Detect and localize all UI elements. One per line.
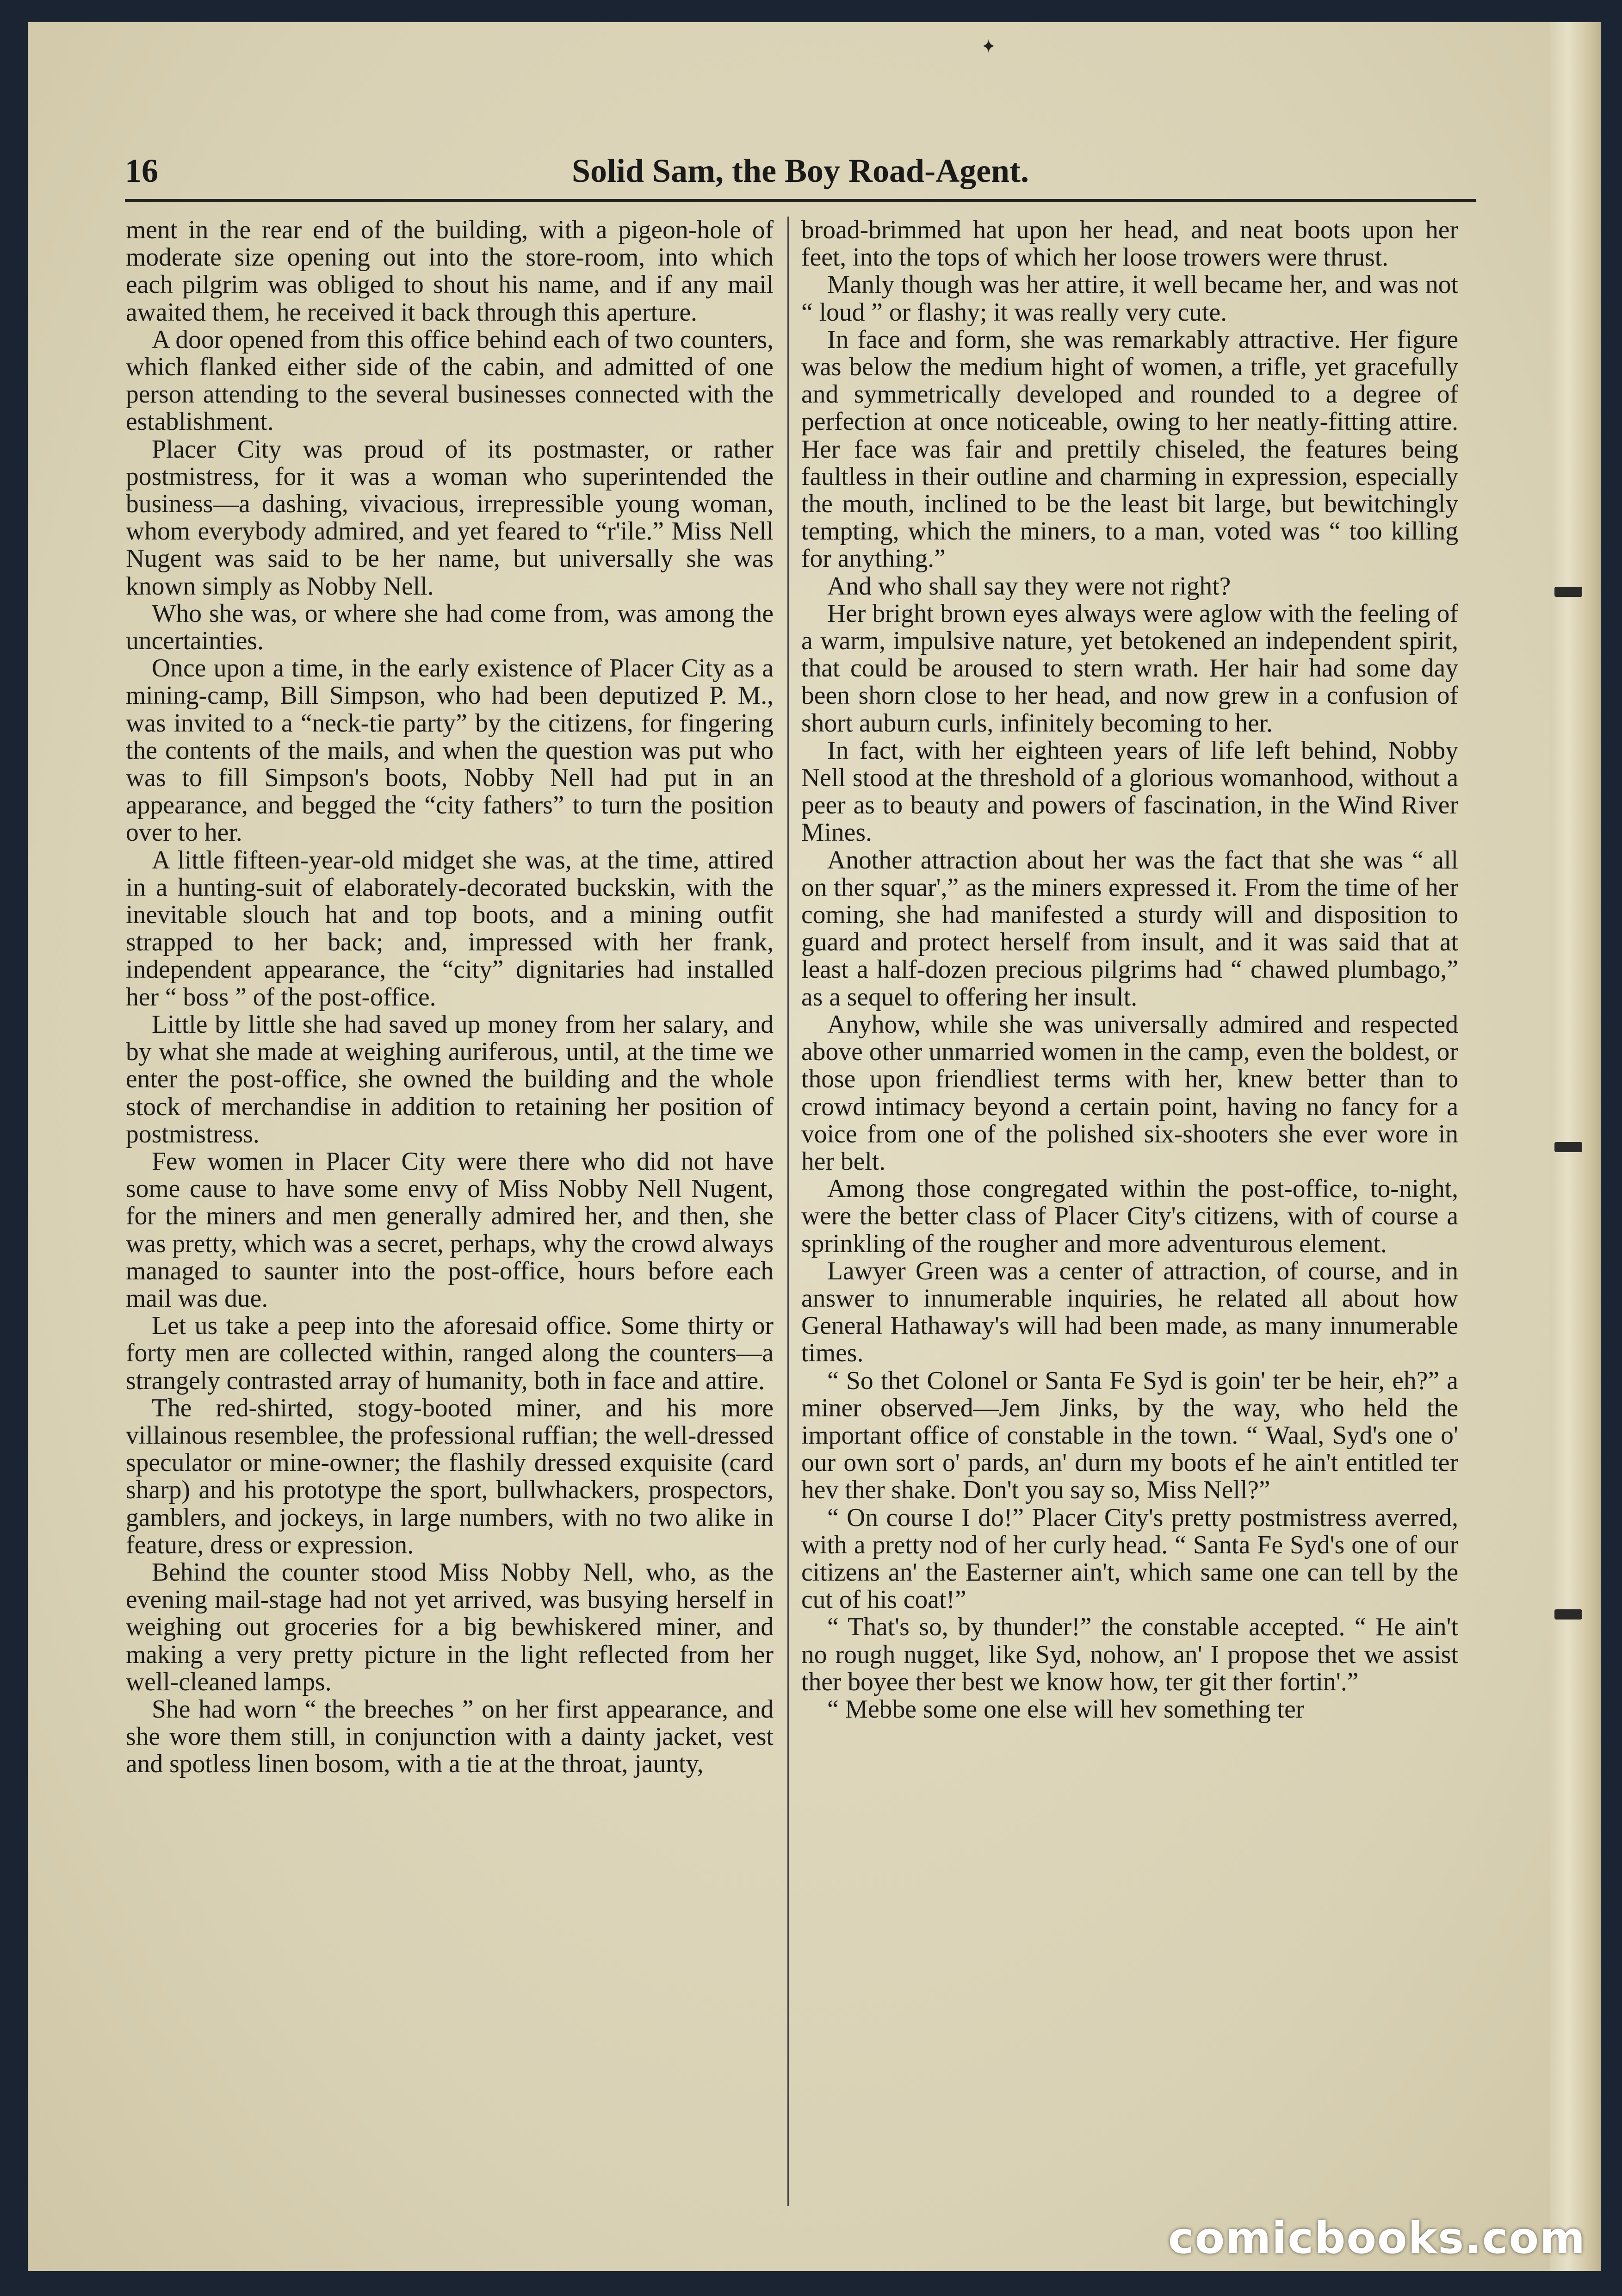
paragraph: She had worn “ the breeches ” on her first appearance, and she wore them still, in conjunction with a dainty jacket, vest and spotless linen bosom, with a tie at the throat, jaunty, xyxy=(126,1694,774,1779)
paragraph: broad-brimmed hat upon her head, and neat boots upon her feet, into the tops of which her loose trowers were thrust. xyxy=(801,216,1458,272)
paragraph: Anyhow, while she was universally admired and respected above other unmarried women in the camp, even the boldest, or those upon friendliest terms with her, knew better than to crowd intimacy beyond a certain point, having no fancy for a voice from one of the polished six-shooters she ever wore in her belt. xyxy=(801,1010,1458,1176)
running-title: Solid Sam, the Boy Road-Agent. xyxy=(571,152,1029,189)
paragraph: Among those congregated within the post-office, to-night, were the better class of Placer City's citizens, with of course a sprinkling of the rougher and more adventurous element. xyxy=(801,1174,1458,1258)
paragraph: A door opened from this office behind each of two counters, which flanked either side of the cabin, and admitted of one person attending to the several businesses connected with the establishment. xyxy=(126,325,774,436)
page-scan xyxy=(28,22,1601,2271)
paragraph: ment in the rear end of the building, with a pigeon-hole of moderate size opening out into the store-room, into which each pilgrim was obliged to shout his name, and if any mail awaited them, he received it back through this aperture. xyxy=(126,216,774,327)
paragraph: Few women in Placer City were there who did not have some cause to have some envy of Miss Nobby Nell Nugent, for the miners and men generally admired her, and then, she was pretty, which was a secret, perhaps, why the crowd always managed to saunter into the post-office, hours before each mail was due. xyxy=(126,1147,774,1313)
staple-icon xyxy=(1554,587,1582,597)
paragraph: Little by little she had saved up money from her salary, and by what she made at weighing auriferous, until, at the time we enter the post-office, she owned the building and the whole stock of merchandise in addition to retaining her position of postmistress. xyxy=(126,1010,774,1148)
paragraph: Behind the counter stood Miss Nobby Nell, who, as the evening mail-stage had not yet arrived, was busying herself in weighing out groceries for a big bewhiskered miner, and making a very pretty picture in the light reflected from her well-cleaned lamps. xyxy=(126,1558,774,1696)
paragraph: “ On course I do!” Placer City's pretty postmistress averred, with a pretty nod of her curly head. “ Santa Fe Syd's one of our citizens an' the Easterner ain't, which same one can tell by the cut of his coat!” xyxy=(801,1503,1458,1614)
paragraph: Another attraction about her was the fact that she was “ all on ther squar',” as the miners expressed it. From the time of her coming, she had manifested a sturdy will and disposition to guard and protect herself from insult, and it was said that at least a half-dozen precious pilgrims had “ chawed plumbago,” as a sequel to offering her insult. xyxy=(801,845,1458,1011)
staple-icon xyxy=(1554,1142,1582,1152)
paragraph: Who she was, or where she had come from, was among the uncertainties. xyxy=(126,599,774,656)
print-mark-icon: ✦ xyxy=(981,36,997,57)
paragraph: Manly though was her attire, it well became her, and was not “ loud ” or flashy; it was really very cute. xyxy=(801,270,1458,327)
paragraph: Once upon a time, in the early existence of Placer City as a mining-camp, Bill Simpson, who had been deputized P. M., was invited to a “neck-tie party” by the citizens, for fingering the contents of the mails, and when the question was put who was to fill Simpson's boots, Nobby Nell had put in an appearance, and begged the “city fathers” to turn the position over to her. xyxy=(126,654,774,847)
paragraph: The red-shirted, stogy-booted miner, and his more villainous resemblee, the professional ruffian; the well-dressed speculator or mine-owner; the flashily dressed exquisite (card sharp) and his prototype the sport, bullwhackers, prospectors, gamblers, and jockeys, in large numbers, with no two alike in feature, dress or expression. xyxy=(126,1393,774,1559)
binding-edge xyxy=(1550,22,1601,2271)
paragraph: “ That's so, by thunder!” the constable accepted. “ He ain't no rough nugget, like Syd, nohow, an' I propose thet we assist ther boyee ther best we know how, ter git ther fortin'.” xyxy=(801,1613,1458,1696)
left-column xyxy=(126,217,774,1778)
staple-icon xyxy=(1554,1609,1582,1620)
watermark: comicbooks.com xyxy=(1168,2213,1586,2264)
page-header xyxy=(125,147,1476,198)
header-rule xyxy=(125,199,1476,202)
paragraph: Let us take a peep into the aforesaid office. Some thirty or forty men are collected within, ranged along the counters—a strangely contrasted array of humanity, both in face and attire. xyxy=(126,1311,774,1395)
paragraph: In face and form, she was remarkably attractive. Her figure was below the medium hight of women, a trifle, yet gracefully and symmetrically developed and rounded to a degree of perfection at once noticeable, owing to her neatly-fitting attire. Her face was fair and prettily chiseled, the features being faultless in their outline and charming in expression, especially the mouth, inclined to be the least bit large, but bewitchingly tempting, which the miners, to a man, voted was “ too killing for anything.” xyxy=(801,325,1458,573)
paragraph: “ So thet Colonel or Santa Fe Syd is goin' ter be heir, eh?” a miner observed—Jem Jinks, by the way, who held the important office of constable in the town. “ Waal, Syd's one o' our own sort o' pards, an' durn my boots ef he ain't entitled ter hev ther shake. Don't you say so, Miss Nell?” xyxy=(801,1366,1458,1505)
column-divider xyxy=(787,217,789,2206)
paragraph: “ Mebbe some one else will hev something ter xyxy=(827,1694,1305,1724)
paragraph: In fact, with her eighteen years of life left behind, Nobby Nell stood at the threshold of a glorious womanhood, without a peer as to beauty and powers of fascination, in the Wind River Mines. xyxy=(801,736,1458,847)
paragraph: Her bright brown eyes always were aglow with the feeling of a warm, impulsive nature, yet betokened an independent spirit, that could be aroused to stern wrath. Her hair had some day been shorn close to her head, and now grew in a confusion of short auburn curls, infinitely becoming to her. xyxy=(801,599,1458,738)
paragraph: And who shall say they were not right? xyxy=(827,571,1231,601)
paragraph: Lawyer Green was a center of attraction, of course, and in answer to innumerable inquiries, he related all about how General Hathaway's will had been made, as many innumerable times. xyxy=(801,1256,1458,1368)
page-number: 16 xyxy=(125,152,158,189)
paragraph: A little fifteen-year-old midget she was, at the time, attired in a hunting-suit of elaborately-decorated buckskin, with the inevitable slouch hat and top boots, and a mining outfit strapped to her back; and, impressed with her frank, independent appearance, the “city” dignitaries had installed her “ boss ” of the post-office. xyxy=(126,845,774,1011)
right-column xyxy=(801,217,1458,1723)
paragraph: Placer City was proud of its postmaster, or rather postmistress, for it was a woman who superintended the business—a dashing, vivacious, irrepressible young woman, whom everybody admired, and yet feared to “r'ile.” Miss Nell Nugent was said to be her name, but universally she was known simply as Nobby Nell. xyxy=(126,434,774,601)
